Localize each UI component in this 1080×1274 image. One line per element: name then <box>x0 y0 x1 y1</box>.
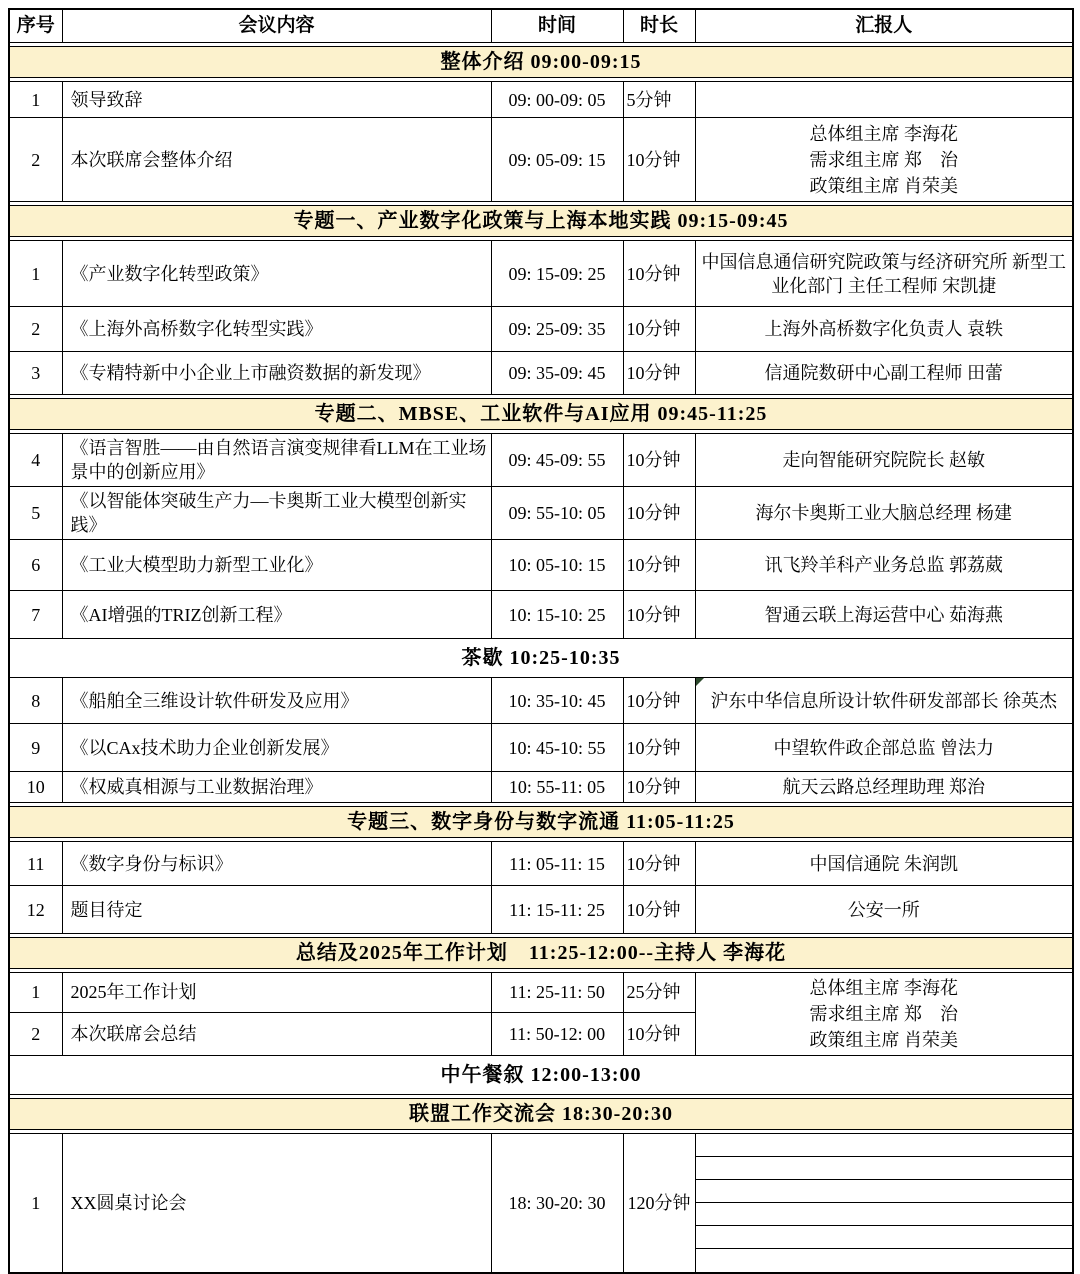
row-number-cell: 12 <box>9 886 62 934</box>
section-cell <box>9 1056 1073 1095</box>
section-title: 总结及2025年工作计划 11:25-12:00--主持人 李海花 <box>10 937 1072 969</box>
section-title: 中午餐叙 12:00-13:00 <box>10 1059 1072 1091</box>
duration-cell: 10分钟 <box>623 352 695 395</box>
section-cell <box>9 202 1073 241</box>
section-row-topic2 <box>9 395 1073 434</box>
section-title: 专题一、产业数字化政策与上海本地实践 09:15-09:45 <box>10 205 1072 237</box>
duration-cell: 10分钟 <box>623 678 695 724</box>
agenda-row <box>9 842 1073 886</box>
note-marker-icon <box>696 678 704 686</box>
section-row-lunch <box>9 1056 1073 1095</box>
presenter-cell <box>695 678 1073 724</box>
duration-cell: 10分钟 <box>623 307 695 352</box>
time-cell: 11: 50-12: 00 <box>491 1012 623 1055</box>
time-cell: 10: 45-10: 55 <box>491 724 623 772</box>
section-cell <box>9 43 1073 82</box>
agenda-row <box>9 241 1073 307</box>
content-cell: 题目待定 <box>62 886 491 934</box>
content-cell: XX圆桌讨论会 <box>62 1134 491 1273</box>
presenter-line: 总体组主席 李海花 <box>809 123 958 144</box>
content-cell: 2025年工作计划 <box>62 973 491 1013</box>
agenda-row <box>9 118 1073 202</box>
time-cell: 10: 35-10: 45 <box>491 678 623 724</box>
agenda-table <box>8 8 1074 1274</box>
row-number-cell: 8 <box>9 678 62 724</box>
header-cell-duration: 时长 <box>623 9 695 43</box>
empty-subrow <box>696 1134 1073 1157</box>
time-cell: 18: 30-20: 30 <box>491 1134 623 1273</box>
row-number-cell: 2 <box>9 307 62 352</box>
section-row-alliance-meeting <box>9 1095 1073 1134</box>
section-row-topic3 <box>9 803 1073 842</box>
presenter-cell: 中国信息通信研究院政策与经济研究所 新型工业化部门 主任工程师 宋凯捷 <box>695 241 1073 307</box>
content-cell: 《船舶全三维设计软件研发及应用》 <box>62 678 491 724</box>
presenter-cell <box>695 118 1073 202</box>
section-row-summary <box>9 934 1073 973</box>
presenter-cell: 讯飞羚羊科产业务总监 郭荔葳 <box>695 540 1073 591</box>
presenter-cell: 走向智能研究院院长 赵敏 <box>695 434 1073 487</box>
presenter-cell: 上海外高桥数字化负责人 袁轶 <box>695 307 1073 352</box>
content-cell: 领导致辞 <box>62 82 491 118</box>
agenda-row <box>9 973 1073 1013</box>
agenda-row <box>9 352 1073 395</box>
duration-cell: 10分钟 <box>623 434 695 487</box>
duration-cell: 25分钟 <box>623 973 695 1013</box>
content-cell: 《产业数字化转型政策》 <box>62 241 491 307</box>
header-cell-time: 时间 <box>491 9 623 43</box>
time-cell: 10: 15-10: 25 <box>491 591 623 639</box>
header-cell-presenter: 汇报人 <box>695 9 1073 43</box>
row-number-cell: 2 <box>9 118 62 202</box>
presenter-cell-merged <box>695 973 1073 1056</box>
content-cell: 《数字身份与标识》 <box>62 842 491 886</box>
duration-cell: 5分钟 <box>623 82 695 118</box>
empty-subrow <box>696 1180 1073 1203</box>
agenda-row <box>9 886 1073 934</box>
empty-subrow <box>696 1226 1073 1249</box>
content-cell: 《工业大模型助力新型工业化》 <box>62 540 491 591</box>
row-number-cell: 5 <box>9 487 62 540</box>
content-cell: 《AI增强的TRIZ创新工程》 <box>62 591 491 639</box>
section-cell <box>9 395 1073 434</box>
agenda-row <box>9 1134 1073 1273</box>
presenter-cell: 航天云路总经理助理 郑治 <box>695 772 1073 803</box>
time-cell: 10: 55-11: 05 <box>491 772 623 803</box>
section-title: 联盟工作交流会 18:30-20:30 <box>10 1098 1072 1130</box>
presenter-cell-empty-subrows <box>695 1134 1073 1273</box>
row-number-cell: 1 <box>9 82 62 118</box>
time-cell: 09: 05-09: 15 <box>491 118 623 202</box>
presenter-line: 需求组主席 郑 治 <box>809 149 958 170</box>
row-number-cell: 11 <box>9 842 62 886</box>
duration-cell: 120分钟 <box>623 1134 695 1273</box>
section-row-tea-break <box>9 639 1073 678</box>
time-cell: 11: 05-11: 15 <box>491 842 623 886</box>
empty-subrow <box>696 1249 1073 1271</box>
section-row-overview <box>9 43 1073 82</box>
duration-cell: 10分钟 <box>623 886 695 934</box>
presenter-text: 沪东中华信息所设计软件研发部部长 徐英杰 <box>710 690 1057 711</box>
section-title: 茶歇 10:25-10:35 <box>10 642 1072 674</box>
content-cell: 《上海外高桥数字化转型实践》 <box>62 307 491 352</box>
presenter-cell: 信通院数研中心副工程师 田蕾 <box>695 352 1073 395</box>
time-cell: 09: 35-09: 45 <box>491 352 623 395</box>
content-cell: 本次联席会整体介绍 <box>62 118 491 202</box>
agenda-row <box>9 678 1073 724</box>
row-number-cell: 9 <box>9 724 62 772</box>
agenda-row <box>9 307 1073 352</box>
duration-cell: 10分钟 <box>623 1012 695 1055</box>
duration-cell: 10分钟 <box>623 487 695 540</box>
agenda-row <box>9 772 1073 803</box>
row-number-cell: 7 <box>9 591 62 639</box>
presenter-line: 总体组主席 李海花 <box>809 978 958 998</box>
content-cell: 《语言智胜——由自然语言演变规律看LLM在工业场景中的创新应用》 <box>62 434 491 487</box>
duration-cell: 10分钟 <box>623 591 695 639</box>
content-cell: 本次联席会总结 <box>62 1012 491 1055</box>
time-cell: 09: 15-09: 25 <box>491 241 623 307</box>
time-cell: 09: 00-09: 05 <box>491 82 623 118</box>
presenter-cell: 中国信通院 朱润凯 <box>695 842 1073 886</box>
time-cell: 10: 05-10: 15 <box>491 540 623 591</box>
row-number-cell: 2 <box>9 1012 62 1055</box>
agenda-row <box>9 82 1073 118</box>
content-cell: 《权威真相源与工业数据治理》 <box>62 772 491 803</box>
row-number-cell: 3 <box>9 352 62 395</box>
section-cell <box>9 934 1073 973</box>
duration-cell: 10分钟 <box>623 772 695 803</box>
time-cell: 11: 15-11: 25 <box>491 886 623 934</box>
presenter-cell: 公安一所 <box>695 886 1073 934</box>
row-number-cell: 10 <box>9 772 62 803</box>
presenter-cell: 中望软件政企部总监 曾法力 <box>695 724 1073 772</box>
section-row-topic1 <box>9 202 1073 241</box>
agenda-row <box>9 434 1073 487</box>
section-cell <box>9 803 1073 842</box>
time-cell: 09: 25-09: 35 <box>491 307 623 352</box>
section-cell <box>9 639 1073 678</box>
empty-subrow <box>696 1203 1073 1226</box>
row-number-cell: 1 <box>9 1134 62 1273</box>
agenda-row <box>9 591 1073 639</box>
empty-subrow-group <box>696 1134 1073 1271</box>
row-number-cell: 4 <box>9 434 62 487</box>
content-cell: 《专精特新中小企业上市融资数据的新发现》 <box>62 352 491 395</box>
presenter-line: 政策组主席 肖荣美 <box>809 1030 958 1050</box>
section-title: 整体介绍 09:00-09:15 <box>10 46 1072 78</box>
duration-cell: 10分钟 <box>623 241 695 307</box>
empty-subrow <box>696 1157 1073 1180</box>
presenter-line: 政策组主席 肖荣美 <box>809 175 958 196</box>
duration-cell: 10分钟 <box>623 842 695 886</box>
row-number-cell: 6 <box>9 540 62 591</box>
presenter-cell: 海尔卡奥斯工业大脑总经理 杨建 <box>695 487 1073 540</box>
header-row <box>9 9 1073 43</box>
content-cell: 《以智能体突破生产力—卡奥斯工业大模型创新实践》 <box>62 487 491 540</box>
presenter-line: 需求组主席 郑 治 <box>809 1004 958 1024</box>
header-cell-number: 序号 <box>9 9 62 43</box>
section-title: 专题二、MBSE、工业软件与AI应用 09:45-11:25 <box>10 398 1072 430</box>
content-cell: 《以CAx技术助力企业创新发展》 <box>62 724 491 772</box>
section-title: 专题三、数字身份与数字流通 11:05-11:25 <box>10 806 1072 838</box>
presenter-cell: 智通云联上海运营中心 茹海燕 <box>695 591 1073 639</box>
agenda-row <box>9 724 1073 772</box>
agenda-row <box>9 540 1073 591</box>
duration-cell: 10分钟 <box>623 540 695 591</box>
row-number-cell: 1 <box>9 973 62 1013</box>
time-cell: 09: 55-10: 05 <box>491 487 623 540</box>
presenter-cell <box>695 82 1073 118</box>
time-cell: 09: 45-09: 55 <box>491 434 623 487</box>
header-cell-content: 会议内容 <box>62 9 491 43</box>
duration-cell: 10分钟 <box>623 724 695 772</box>
time-cell: 11: 25-11: 50 <box>491 973 623 1013</box>
duration-cell: 10分钟 <box>623 118 695 202</box>
row-number-cell: 1 <box>9 241 62 307</box>
section-cell <box>9 1095 1073 1134</box>
agenda-row <box>9 487 1073 540</box>
